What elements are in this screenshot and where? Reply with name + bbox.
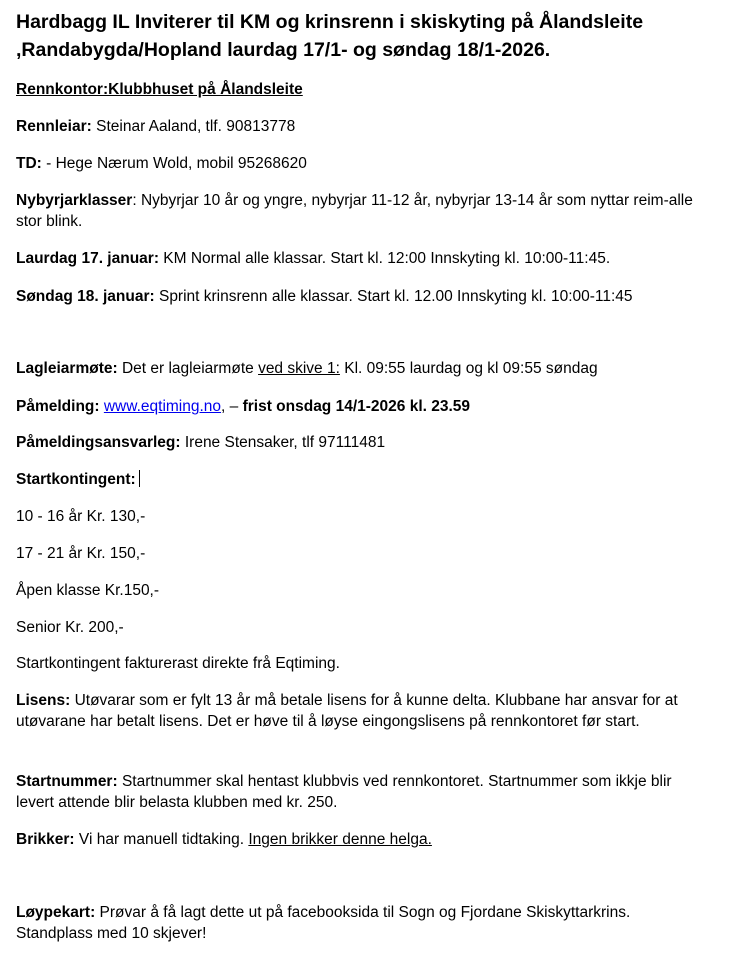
loypekart-text: Prøvar å få lagt dette ut på facebooksida til Sogn og Fjordane Skiskyttarkrins.: [95, 904, 631, 921]
lagleiar-line: [16, 358, 706, 379]
lisens-label: Lisens:: [16, 692, 71, 709]
sondag-label: Søndag 18. januar:: [16, 288, 155, 305]
rennleiar-line: [16, 116, 706, 137]
ansvarleg-label: Påmeldingsansvarleg:: [16, 434, 181, 451]
fee-row: 10 - 16 år Kr. 130,-: [16, 508, 146, 525]
pamelding-line: [16, 396, 706, 417]
loypekart-paragraph: [16, 902, 706, 944]
fee-row: Åpen klasse Kr.150,-: [16, 582, 160, 599]
startnummer-paragraph: [16, 771, 706, 813]
lagleiar-location: ved skive 1:: [258, 360, 340, 377]
page-title: Hardbagg IL Inviterer til KM og krinsrenn i skiskyting på Ålandsleite ,Randabygda/Hopland laurdag 17/1- og søndag 18/1-2026.: [16, 11, 644, 61]
fee-row: Senior Kr. 200,-: [16, 619, 124, 636]
rennkontor-heading: Rennkontor:Klubbhuset på Ålandsleite: [16, 81, 303, 98]
standplass-text: Standplass med 10 skjever!: [16, 925, 207, 942]
startkontingent-label: Startkontingent:: [16, 471, 136, 488]
ansvarleg-line: [16, 432, 706, 453]
laurdag-line: [16, 248, 706, 269]
td-text: - Hege Nærum Wold, mobil 95268620: [41, 155, 307, 172]
startnummer-label: Startnummer:: [16, 773, 118, 790]
sondag-text: Sprint krinsrenn alle klassar. Start kl. 12.00 Innskyting kl. 10:00-11:45: [154, 288, 633, 305]
pamelding-separator: , –: [221, 398, 243, 415]
nybyrjar-paragraph: [16, 190, 706, 232]
eqtiming-link[interactable]: www.eqtiming.no: [103, 398, 222, 415]
laurdag-text: KM Normal alle klassar. Start kl. 12:00 Innskyting kl. 10:00-11:45.: [158, 250, 611, 267]
text-cursor: [139, 470, 140, 487]
lagleiar-times: Kl. 09:55 laurdag og kl 09:55 søndag: [339, 360, 598, 377]
lisens-text: Utøvarar som er fylt 13 år må betale lisens for å kunne delta. Klubbane har ansvar for at utøvarane har betalt lisens. Det er høve til å løyse eingongslisens på rennkontoret før start.: [16, 692, 678, 730]
laurdag-label: Laurdag 17. januar:: [16, 250, 159, 267]
td-line: [16, 153, 706, 174]
nybyrjar-label: Nybyrjarklasser: [16, 192, 133, 209]
td-label: TD:: [16, 155, 42, 172]
pamelding-label: Påmelding:: [16, 398, 100, 415]
lagleiar-label: Lagleiarmøte:: [16, 360, 118, 377]
brikker-label: Brikker:: [16, 831, 75, 848]
lisens-paragraph: [16, 690, 706, 732]
startkontingent-heading: [16, 469, 706, 490]
brikker-text: Vi har manuell tidtaking.: [74, 831, 249, 848]
lagleiar-text: Det er lagleiarmøte: [117, 360, 259, 377]
startnummer-text: Startnummer skal hentast klubbvis ved rennkontoret. Startnummer som ikkje blir levert attende blir belasta klubben med kr. 250.: [16, 773, 672, 811]
ansvarleg-text: Irene Stensaker, tlf 97111481: [180, 434, 386, 451]
nybyrjar-text: : Nybyrjar 10 år og yngre, nybyrjar 11-12 år, nybyrjar 13-14 år som nyttar reim-alle stor blink.: [16, 192, 693, 230]
pamelding-deadline: frist onsdag 14/1-2026 kl. 23.59: [242, 398, 471, 415]
fee-row: 17 - 21 år Kr. 150,-: [16, 545, 146, 562]
brikker-note: Ingen brikker denne helga.: [248, 831, 432, 848]
sondag-line: [16, 286, 706, 307]
rennleiar-text: Steinar Aaland, tlf. 90813778: [91, 118, 296, 135]
startkontingent-note: Startkontingent fakturerast direkte frå Eqtiming.: [16, 655, 340, 672]
loypekart-label: Løypekart:: [16, 904, 96, 921]
brikker-line: [16, 829, 706, 850]
rennleiar-label: Rennleiar:: [16, 118, 92, 135]
